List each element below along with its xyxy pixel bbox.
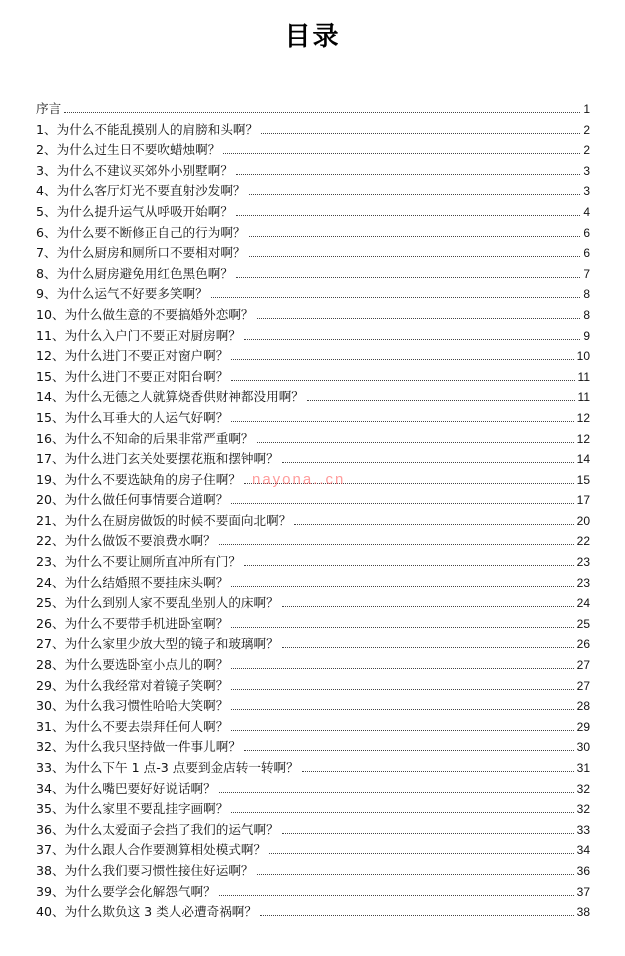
toc-entry-page-number: 29 xyxy=(576,719,590,734)
dot-leader xyxy=(64,112,580,113)
dot-leader xyxy=(231,689,573,690)
toc-entry-title: 35、为什么家里不要乱挂字画啊？ xyxy=(36,801,229,817)
dot-leader xyxy=(236,215,580,216)
dot-leader xyxy=(257,442,574,443)
toc-entry-page-number: 2 xyxy=(583,143,590,158)
toc-entry-title: 25、为什么到别人家不要乱坐别人的床啊？ xyxy=(36,595,279,611)
toc-entry-page-number: 30 xyxy=(576,740,590,755)
toc-entry-page-number: 27 xyxy=(576,658,590,673)
toc-entry-title: 39、为什么要学会化解怨气啊？ xyxy=(36,883,216,899)
toc-entry[interactable] xyxy=(36,429,590,450)
toc-entry[interactable] xyxy=(36,799,590,820)
toc-entry-title: 26、为什么不要带手机进卧室啊？ xyxy=(36,615,229,631)
toc-entry[interactable] xyxy=(36,99,590,120)
toc-entry[interactable] xyxy=(36,593,590,614)
toc-entry-title: 10、为什么做生意的不要搞婚外恋啊？ xyxy=(36,306,254,322)
dot-leader xyxy=(219,895,574,896)
toc-entry-page-number: 2 xyxy=(583,122,590,137)
toc-entry-page-number: 37 xyxy=(576,884,590,899)
dot-leader xyxy=(282,833,574,834)
toc-entry-title: 序言 xyxy=(36,101,62,116)
toc-entry-page-number: 33 xyxy=(576,822,590,837)
toc-entry-title: 23、为什么不要让厕所直冲所有门？ xyxy=(36,554,241,570)
toc-entry[interactable] xyxy=(36,717,590,738)
toc-entry[interactable] xyxy=(36,552,590,573)
toc-entry-title: 15、为什么进门不要正对阳台啊？ xyxy=(36,368,229,384)
toc-entry[interactable] xyxy=(36,676,590,697)
watermark: nayona..cn xyxy=(252,471,346,488)
toc-entry[interactable] xyxy=(36,140,590,161)
dot-leader xyxy=(302,771,574,772)
toc-entry[interactable] xyxy=(36,902,590,923)
toc-entry-title: 17、为什么进门玄关处要摆花瓶和摆钟啊？ xyxy=(36,451,279,467)
toc-entry-title: 29、为什么我经常对着镜子笑啊？ xyxy=(36,677,229,693)
toc-entry-title: 36、为什么太爱面子会挡了我们的运气啊？ xyxy=(36,821,279,837)
dot-leader xyxy=(219,792,574,793)
toc-entry[interactable] xyxy=(36,531,590,552)
toc-entry-page-number: 23 xyxy=(576,555,590,570)
toc-entry-page-number: 15 xyxy=(576,472,590,487)
dot-leader xyxy=(249,194,581,195)
dot-leader xyxy=(231,586,573,587)
dot-leader xyxy=(231,812,573,813)
toc-entry[interactable] xyxy=(36,882,590,903)
dot-leader xyxy=(249,236,581,237)
toc-entry-page-number: 10 xyxy=(576,349,590,364)
toc-entry-page-number: 3 xyxy=(583,184,590,199)
dot-leader xyxy=(282,462,574,463)
dot-leader xyxy=(261,133,580,134)
toc-entry[interactable] xyxy=(36,367,590,388)
dot-leader xyxy=(269,853,574,854)
dot-leader xyxy=(231,359,573,360)
dot-leader xyxy=(260,915,574,916)
dot-leader xyxy=(244,565,574,566)
toc-entry-page-number: 14 xyxy=(576,452,590,467)
toc-entry-title: 16、为什么不知命的后果非常严重啊？ xyxy=(36,430,254,446)
toc-entry[interactable] xyxy=(36,779,590,800)
dot-leader xyxy=(244,339,580,340)
dot-leader xyxy=(231,668,573,669)
toc-entry[interactable] xyxy=(36,243,590,264)
dot-leader xyxy=(236,277,580,278)
dot-leader xyxy=(231,421,573,422)
dot-leader xyxy=(236,174,580,175)
toc-entry[interactable] xyxy=(36,737,590,758)
toc-entry[interactable] xyxy=(36,264,590,285)
toc-entry-title: 32、为什么我只坚持做一件事儿啊？ xyxy=(36,739,241,755)
toc-entry-title: 7、为什么厨房和厕所口不要相对啊？ xyxy=(36,245,246,261)
toc-entry-page-number: 38 xyxy=(576,905,590,920)
dot-leader xyxy=(219,544,574,545)
toc-entry[interactable] xyxy=(36,820,590,841)
dot-leader xyxy=(294,524,573,525)
toc-entry-title: 9、为什么运气不好要多笑啊？ xyxy=(36,286,208,302)
dot-leader xyxy=(249,256,581,257)
toc-entry-page-number: 27 xyxy=(576,678,590,693)
toc-entry[interactable] xyxy=(36,387,590,408)
toc-entry-title: 28、为什么要选卧室小点儿的啊？ xyxy=(36,657,229,673)
toc-entry-page-number: 17 xyxy=(576,493,590,508)
toc-entry[interactable] xyxy=(36,634,590,655)
toc-entry[interactable] xyxy=(36,120,590,141)
toc-entry[interactable] xyxy=(36,408,590,429)
toc-entry-page-number: 1 xyxy=(583,102,590,116)
toc-entry[interactable] xyxy=(36,326,590,347)
toc-entry-page-number: 24 xyxy=(576,596,590,611)
toc-entry-title: 24、为什么结婚照不要挂床头啊？ xyxy=(36,574,229,590)
toc-entry-title: 15、为什么耳垂大的人运气好啊？ xyxy=(36,409,229,425)
toc-entry-page-number: 6 xyxy=(583,246,590,261)
dot-leader xyxy=(231,730,573,731)
toc-entry-page-number: 23 xyxy=(576,575,590,590)
toc-entry-page-number: 32 xyxy=(576,781,590,796)
toc-entry-title: 14、为什么无德之人就算烧香供财神都没用啊？ xyxy=(36,389,304,405)
toc-entry[interactable] xyxy=(36,284,590,305)
toc-entry-title: 11、为什么入户门不要正对厨房啊？ xyxy=(36,327,241,343)
toc-entry-title: 37、为什么跟人合作要测算相处模式啊？ xyxy=(36,842,267,858)
dot-leader xyxy=(231,627,573,628)
dot-leader xyxy=(231,709,573,710)
toc-entry-page-number: 25 xyxy=(576,616,590,631)
toc-entry-page-number: 34 xyxy=(576,843,590,858)
dot-leader xyxy=(231,503,573,504)
toc-entry-title: 31、为什么不要去崇拜任何人啊？ xyxy=(36,718,229,734)
dot-leader xyxy=(257,874,574,875)
table-of-contents xyxy=(36,99,590,923)
toc-entry-title: 21、为什么在厨房做饭的时候不要面向北啊？ xyxy=(36,512,292,528)
toc-entry-title: 5、为什么提升运气从呼吸开始啊？ xyxy=(36,203,233,219)
toc-entry-title: 1、为什么不能乱摸别人的肩膀和头啊？ xyxy=(36,121,259,137)
toc-entry[interactable] xyxy=(36,840,590,861)
toc-entry-page-number: 31 xyxy=(576,761,590,775)
dot-leader xyxy=(257,318,581,319)
toc-entry-title: 33、为什么下午 1 点-3 点要到金店转一转啊？ xyxy=(36,760,299,775)
toc-entry-page-number: 32 xyxy=(576,802,590,817)
toc-entry-title: 20、为什么做任何事情要合道啊？ xyxy=(36,492,229,508)
toc-entry[interactable] xyxy=(36,861,590,882)
toc-entry-title: 27、为什么家里少放大型的镜子和玻璃啊？ xyxy=(36,636,279,652)
toc-entry-page-number: 28 xyxy=(576,699,590,714)
toc-entry-title: 2、为什么过生日不要吹蜡烛啊？ xyxy=(36,142,221,158)
toc-entry[interactable] xyxy=(36,202,590,223)
toc-entry-page-number: 4 xyxy=(583,204,590,219)
toc-entry-page-number: 7 xyxy=(583,266,590,281)
toc-entry[interactable] xyxy=(36,511,590,532)
toc-entry-page-number: 12 xyxy=(576,431,590,446)
toc-entry[interactable] xyxy=(36,655,590,676)
toc-entry[interactable] xyxy=(36,449,590,470)
toc-entry[interactable] xyxy=(36,614,590,635)
toc-entry-page-number: 11 xyxy=(577,390,590,405)
dot-leader xyxy=(231,380,574,381)
toc-entry-page-number: 22 xyxy=(576,534,590,549)
toc-entry-page-number: 20 xyxy=(576,513,590,528)
toc-entry-page-number: 8 xyxy=(583,307,590,322)
toc-entry-page-number: 9 xyxy=(583,328,590,343)
toc-entry[interactable] xyxy=(36,573,590,594)
toc-entry-title: 12、为什么进门不要正对窗户啊？ xyxy=(36,348,229,364)
toc-entry[interactable] xyxy=(36,305,590,326)
dot-leader xyxy=(282,606,574,607)
toc-entry-title: 30、为什么我习惯性哈哈大笑啊？ xyxy=(36,698,229,714)
dot-leader xyxy=(282,647,574,648)
toc-entry-title: 34、为什么嘴巴要好好说话啊？ xyxy=(36,780,216,796)
toc-entry[interactable] xyxy=(36,758,590,779)
toc-entry-page-number: 8 xyxy=(583,287,590,302)
toc-entry-title: 38、为什么我们要习惯性接住好运啊？ xyxy=(36,862,254,878)
toc-entry[interactable] xyxy=(36,223,590,244)
toc-entry-title: 40、为什么欺负这 3 类人必遭奇祸啊？ xyxy=(36,904,257,920)
toc-entry-page-number: 26 xyxy=(576,637,590,652)
toc-entry-page-number: 3 xyxy=(583,163,590,178)
dot-leader xyxy=(244,750,574,751)
toc-entry-title: 19、为什么不要选缺角的房子住啊？ xyxy=(36,471,241,487)
dot-leader xyxy=(223,153,580,154)
toc-entry-page-number: 36 xyxy=(576,863,590,878)
toc-entry[interactable] xyxy=(36,181,590,202)
dot-leader xyxy=(307,400,575,401)
toc-entry-title: 4、为什么客厅灯光不要直射沙发啊？ xyxy=(36,183,246,199)
toc-entry-title: 22、为什么做饭不要浪费水啊？ xyxy=(36,533,216,549)
toc-entry[interactable] xyxy=(36,161,590,182)
toc-entry[interactable] xyxy=(36,346,590,367)
toc-entry[interactable] xyxy=(36,490,590,511)
toc-entry-title: 6、为什么要不断修正自己的行为啊？ xyxy=(36,224,246,240)
page-title: 目录 xyxy=(284,22,341,52)
toc-entry-page-number: 6 xyxy=(583,225,590,240)
toc-entry-page-number: 11 xyxy=(577,369,590,384)
toc-entry[interactable] xyxy=(36,696,590,717)
toc-entry-title: 3、为什么不建议买郊外小别墅啊？ xyxy=(36,162,233,178)
dot-leader xyxy=(211,297,581,298)
toc-entry-title: 8、为什么厨房避免用红色黑色啊？ xyxy=(36,265,233,281)
toc-entry-page-number: 12 xyxy=(576,410,590,425)
